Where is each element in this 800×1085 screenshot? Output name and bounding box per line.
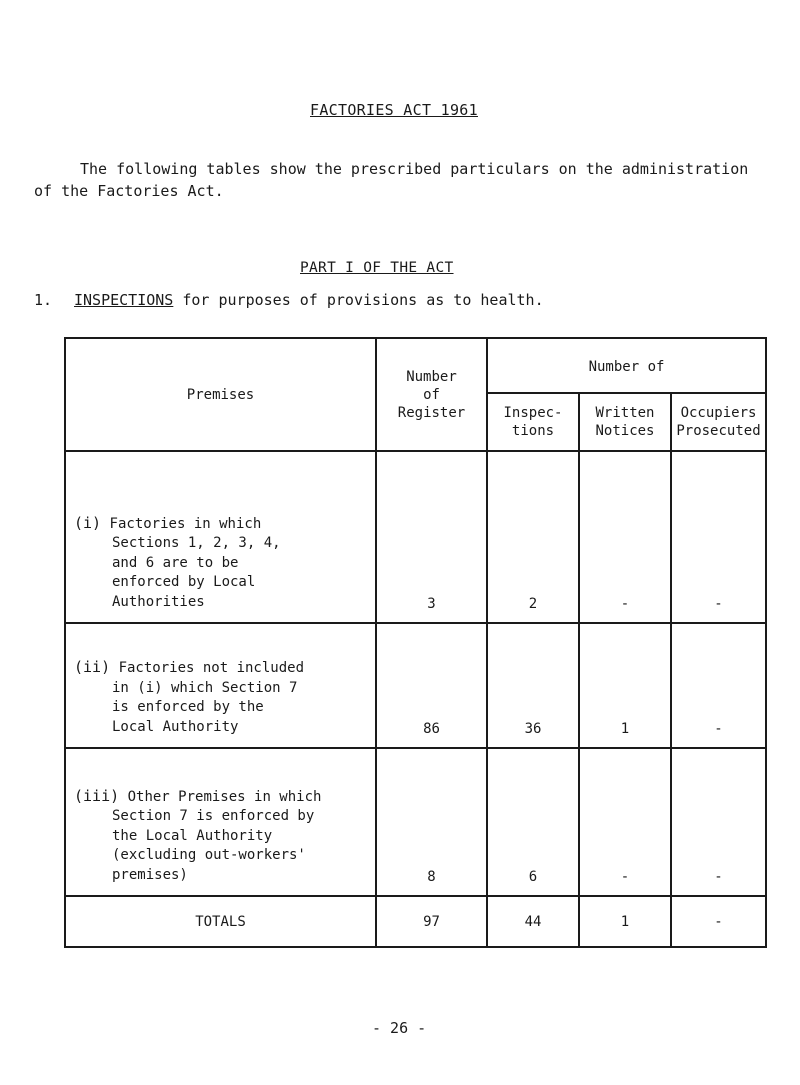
premises-line: Local Authority bbox=[112, 718, 239, 735]
header-written-line2: Notices bbox=[595, 423, 655, 439]
premises-cell bbox=[65, 451, 376, 623]
inspections-cell: 36 bbox=[487, 623, 579, 748]
table-row bbox=[65, 748, 766, 896]
header-written-line1: Written bbox=[595, 405, 655, 421]
register-cell: 86 bbox=[376, 623, 487, 748]
written-notices-cell: 1 bbox=[579, 623, 671, 748]
premises-line: Section 7 is enforced by bbox=[112, 808, 315, 824]
register-cell: 3 bbox=[376, 451, 487, 623]
premises-line: and 6 are to be bbox=[112, 554, 239, 571]
section-description: for purposes of provisions as to health. bbox=[173, 291, 544, 309]
prosecuted-cell: - bbox=[671, 748, 766, 896]
totals-written-notices: 1 bbox=[579, 896, 671, 947]
inspections-cell: 6 bbox=[487, 748, 579, 896]
header-register bbox=[376, 338, 487, 451]
premises-line: Factories in which bbox=[109, 515, 262, 532]
register-cell: 8 bbox=[376, 748, 487, 896]
header-inspections-line2: tions bbox=[511, 423, 555, 439]
written-notices-cell: - bbox=[579, 748, 671, 896]
premises-line: Factories not included bbox=[118, 660, 304, 676]
header-occupiers-line2: Prosecuted bbox=[676, 423, 761, 439]
intro-line-2: of the Factories Act. bbox=[34, 182, 224, 200]
section-number: 1. bbox=[34, 291, 53, 309]
prosecuted-cell: - bbox=[671, 623, 766, 748]
premises-line: the Local Authority bbox=[112, 827, 273, 844]
intro-line-1: The following tables show the prescribed particulars on the administration bbox=[80, 160, 749, 178]
header-inspections-line1: Inspec- bbox=[503, 405, 563, 421]
table-row bbox=[65, 623, 766, 748]
written-notices-cell: - bbox=[579, 451, 671, 623]
totals-inspections: 44 bbox=[487, 896, 579, 947]
inspections-cell: 2 bbox=[487, 451, 579, 623]
premises-line: (excluding out-workers' bbox=[112, 847, 306, 863]
totals-prosecuted: - bbox=[671, 896, 766, 947]
header-register-line2: of bbox=[423, 386, 440, 403]
header-row-top bbox=[65, 338, 766, 393]
section-heading bbox=[34, 291, 544, 309]
premises-first-line bbox=[74, 658, 367, 679]
header-occupiers-prosecuted bbox=[671, 393, 766, 451]
header-register-line3: Register bbox=[397, 404, 466, 421]
header-number-of: Number of bbox=[487, 338, 766, 393]
premises-line: is enforced by the bbox=[112, 699, 264, 715]
page-number: - 26 - bbox=[372, 1019, 427, 1037]
premises-line: in (i) which Section 7 bbox=[112, 679, 298, 696]
totals-label: TOTALS bbox=[65, 896, 376, 947]
premises-first-line bbox=[74, 787, 367, 808]
header-written-notices bbox=[579, 393, 671, 451]
premises-cell bbox=[65, 623, 376, 748]
header-register-line1: Number bbox=[406, 368, 457, 385]
premises-cell bbox=[65, 748, 376, 896]
row-roman-numeral: (i) bbox=[74, 513, 102, 532]
premises-line: Other Premises in which bbox=[127, 788, 322, 805]
row-roman-numeral: (ii) bbox=[74, 658, 111, 676]
premises-line: premises) bbox=[112, 866, 188, 883]
premises-line: Sections 1, 2, 3, 4, bbox=[112, 535, 281, 551]
part-heading: PART I OF THE ACT bbox=[300, 260, 454, 276]
prosecuted-cell: - bbox=[671, 451, 766, 623]
premises-line: Authorities bbox=[112, 593, 205, 610]
totals-register: 97 bbox=[376, 896, 487, 947]
totals-row bbox=[65, 896, 766, 947]
header-inspections bbox=[487, 393, 579, 451]
premises-first-line bbox=[74, 514, 367, 535]
page-title: FACTORIES ACT 1961 bbox=[310, 101, 478, 119]
table-row bbox=[65, 451, 766, 623]
intro-paragraph bbox=[34, 158, 794, 202]
inspections-table bbox=[64, 337, 767, 948]
header-occupiers-line1: Occupiers bbox=[680, 405, 757, 421]
row-roman-numeral: (iii) bbox=[74, 786, 120, 805]
header-premises: Premises bbox=[65, 338, 376, 451]
section-keyword: INSPECTIONS bbox=[74, 291, 174, 309]
premises-line: enforced by Local bbox=[112, 574, 256, 590]
